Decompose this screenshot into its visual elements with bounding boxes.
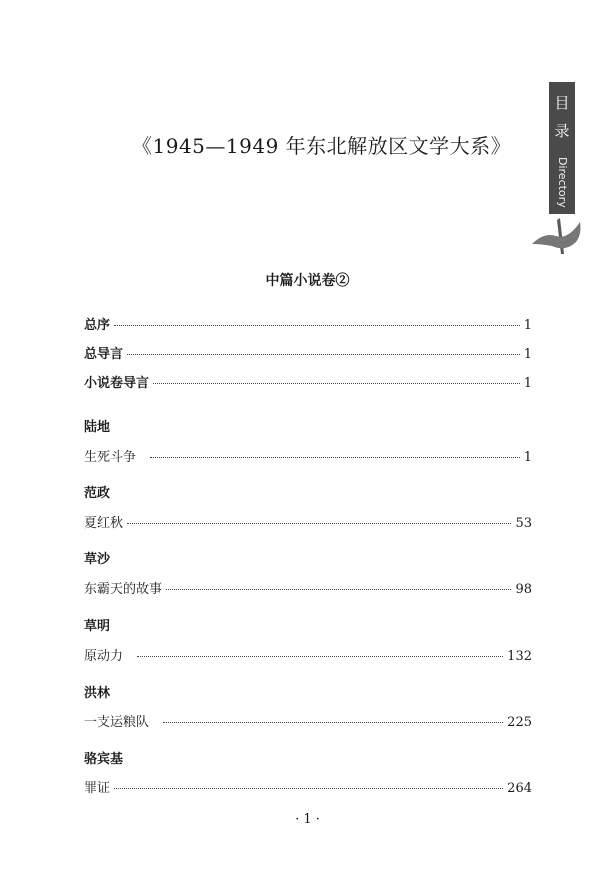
toc-entry-page: 1 xyxy=(523,318,532,333)
author-heading: 草明 xyxy=(84,619,111,634)
toc-entry-label: 总导言 xyxy=(84,347,124,362)
toc-entry-label: 一支运粮队 xyxy=(84,715,150,730)
toc-entry-label: 夏红秋 xyxy=(84,516,124,531)
tab-char-lu: 录 xyxy=(554,122,570,140)
toc-entry-page: 1 xyxy=(523,376,532,391)
toc-entry-work[interactable] xyxy=(84,777,532,797)
toc-entry-work[interactable] xyxy=(84,711,532,731)
toc-entry-fiction-intro[interactable] xyxy=(84,372,532,392)
dot-leader xyxy=(150,457,520,458)
tab-char-mu: 目 xyxy=(554,94,570,112)
dot-leader xyxy=(166,589,511,590)
toc-entry-work[interactable] xyxy=(84,645,532,665)
tab-english-label: Directory xyxy=(556,156,569,208)
toc-entry-label: 生死斗争 xyxy=(84,450,137,465)
page-number: · 1 · xyxy=(295,812,320,827)
toc-entry-page: 1 xyxy=(523,347,532,362)
dot-leader xyxy=(127,523,511,524)
dot-leader xyxy=(153,383,520,384)
toc-entry-work[interactable] xyxy=(84,578,532,598)
toc-entry-label: 总序 xyxy=(84,318,111,333)
dot-leader xyxy=(163,722,503,723)
toc-entry-preface[interactable] xyxy=(84,314,532,334)
toc-entry-page: 225 xyxy=(507,715,532,730)
toc-entry-label: 小说卷导言 xyxy=(84,376,150,391)
toc-entry-work[interactable] xyxy=(84,446,532,466)
author-heading: 陆地 xyxy=(84,420,111,435)
author-heading: 草沙 xyxy=(84,552,111,567)
toc-entry-page: 53 xyxy=(515,516,532,531)
book-title: 《1945—1949 年东北解放区文学大系》 xyxy=(132,134,512,158)
author-heading: 洪林 xyxy=(84,686,111,701)
toc-entry-general-intro[interactable] xyxy=(84,343,532,363)
dot-leader xyxy=(114,788,503,789)
toc-entry-label: 东霸天的故事 xyxy=(84,582,163,597)
volume-title: 中篇小说卷② xyxy=(265,273,350,289)
dot-leader xyxy=(114,325,520,326)
toc-entry-page: 132 xyxy=(507,649,532,664)
toc-entry-page: 1 xyxy=(523,450,532,465)
toc-entry-label: 原动力 xyxy=(84,649,124,664)
directory-tab xyxy=(549,82,575,214)
toc-entry-label: 罪证 xyxy=(84,781,111,796)
author-heading: 骆宾基 xyxy=(84,752,124,767)
author-heading: 范政 xyxy=(84,486,111,501)
toc-entry-page: 98 xyxy=(515,582,532,597)
toc-entry-page: 264 xyxy=(507,781,532,796)
dot-leader xyxy=(127,354,520,355)
flag-icon xyxy=(530,214,588,260)
toc-entry-work[interactable] xyxy=(84,512,532,532)
dot-leader xyxy=(137,656,503,657)
